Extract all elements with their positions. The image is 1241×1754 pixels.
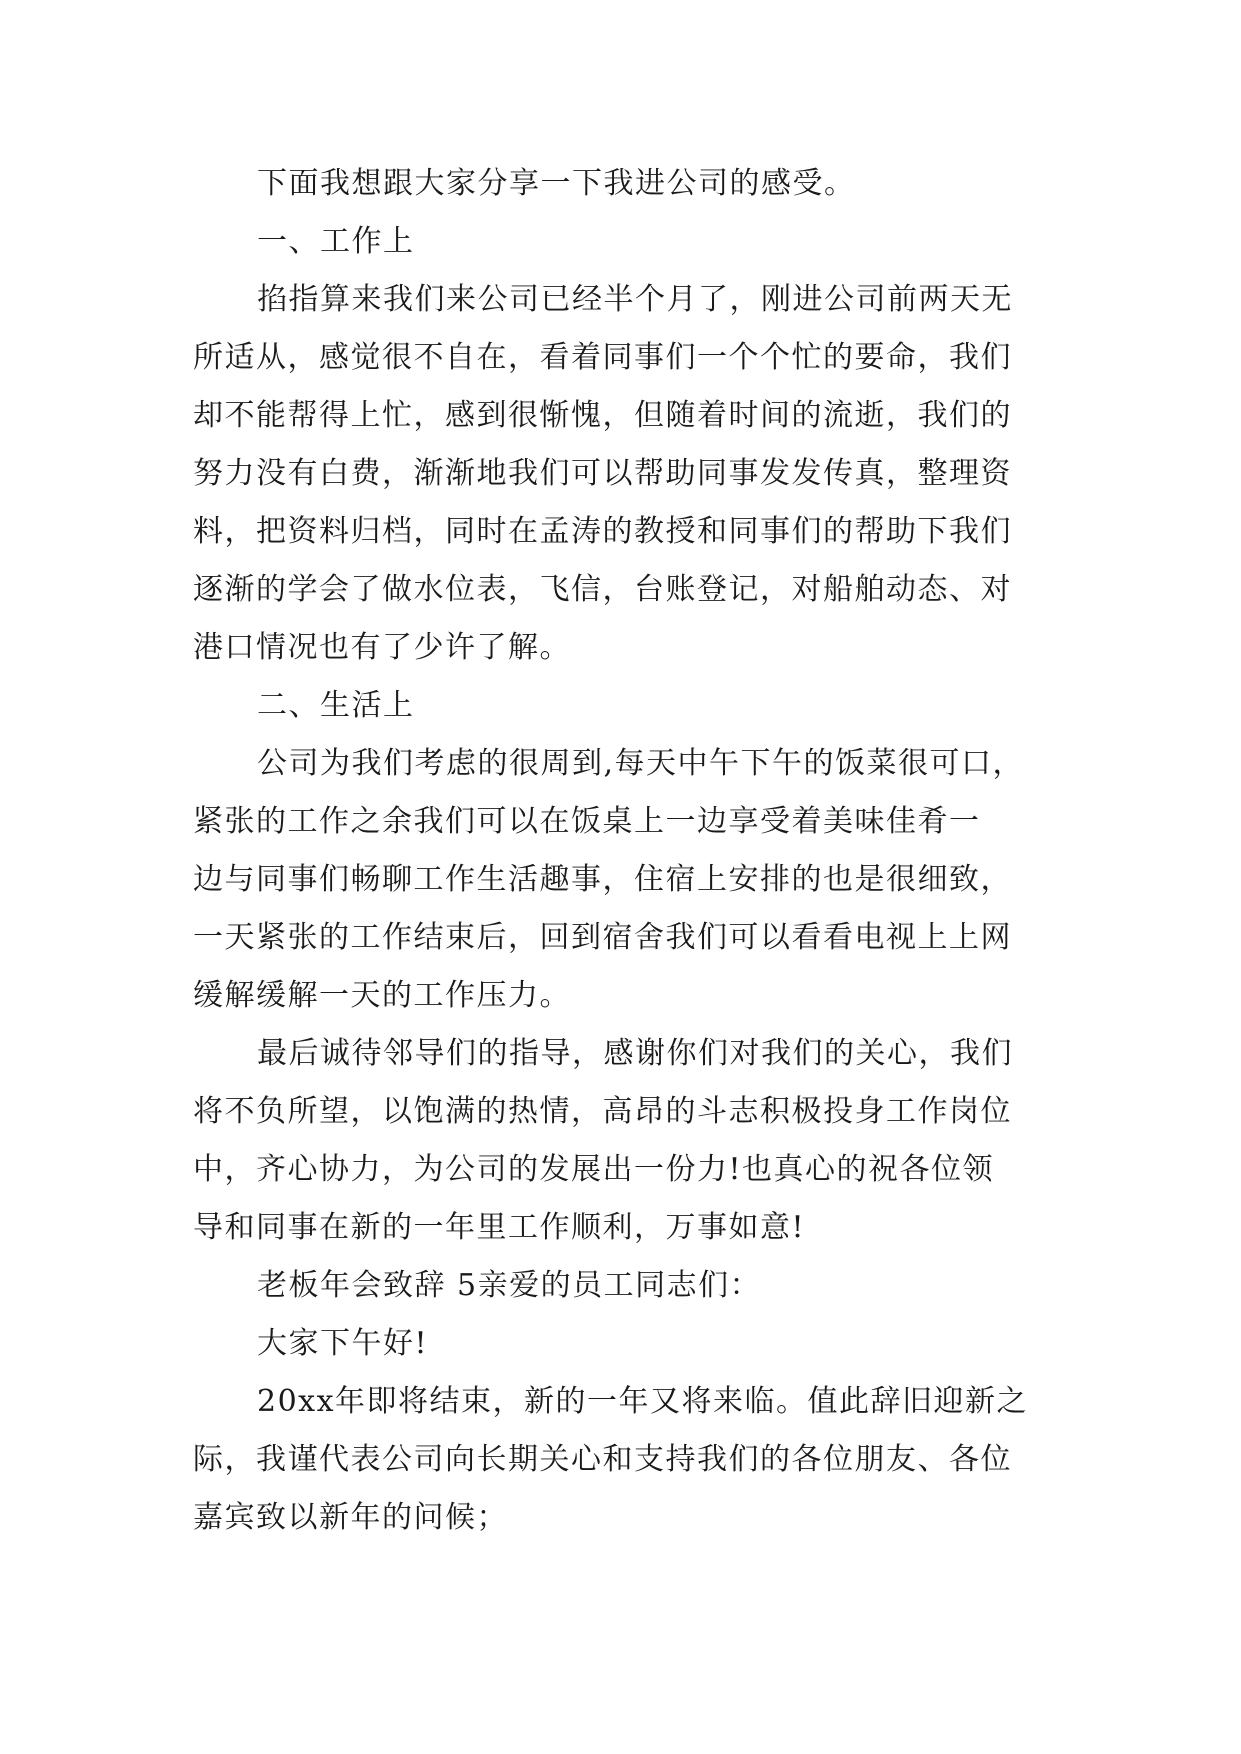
- text-line: 将不负所望，以饱满的热情，高昂的斗志积极投身工作岗位: [193, 1094, 1012, 1129]
- text-line: 缓解缓解一天的工作压力。: [193, 978, 571, 1013]
- text-line: 料，把资料归档，同时在孟涛的教授和同事们的帮助下我们: [193, 514, 1012, 549]
- text-line: 际，我谨代表公司向长期关心和支持我们的各位朋友、各位: [193, 1442, 1012, 1477]
- text-line: 最后诚待邻导们的指导，感谢你们对我们的关心，我们: [257, 1036, 1013, 1071]
- text-line: 掐指算来我们来公司已经半个月了，刚进公司前两天无: [257, 282, 1013, 317]
- text-line: 所适从，感觉很不自在，看着同事们一个个忙的要命，我们: [193, 340, 1012, 375]
- text-line: 二、生活上: [257, 688, 415, 723]
- text-line: 边与同事们畅聊工作生活趣事，住宿上安排的也是很细致，: [193, 862, 1012, 897]
- text-line: 紧张的工作之余我们可以在饭桌上一边享受着美味佳肴一: [193, 804, 981, 839]
- text-line: 老板年会致辞 5亲爱的员工同志们：: [257, 1268, 762, 1303]
- text-line: 却不能帮得上忙，感到很惭愧，但随着时间的流逝，我们的: [193, 398, 1012, 433]
- text-line: 逐渐的学会了做水位表，飞信，台账登记，对船舶动态、对: [193, 572, 1012, 607]
- text-line: 努力没有白费，渐渐地我们可以帮助同事发发传真，整理资: [193, 456, 1012, 491]
- text-line: 20xx年即将结束，新的一年又将来临。值此辞旧迎新之: [257, 1384, 1029, 1419]
- text-line: 大家下午好!: [257, 1326, 429, 1361]
- text-line: 嘉宾致以新年的问候；: [193, 1500, 508, 1535]
- text-line: 港口情况也有了少许了解。: [193, 630, 571, 665]
- text-line: 下面我想跟大家分享一下我进公司的感受。: [257, 166, 856, 201]
- text-line: 中，齐心协力，为公司的发展出一份力!也真心的祝各位领: [193, 1152, 995, 1187]
- text-line: 一、工作上: [257, 224, 415, 259]
- text-line: 公司为我们考虑的很周到,每天中午下午的饭菜很可口，: [257, 746, 1025, 781]
- document-body: [193, 155, 1061, 1547]
- text-line: 导和同事在新的一年里工作顺利，万事如意!: [193, 1210, 806, 1245]
- text-line: 一天紧张的工作结束后，回到宿舍我们可以看看电视上上网: [193, 920, 1012, 955]
